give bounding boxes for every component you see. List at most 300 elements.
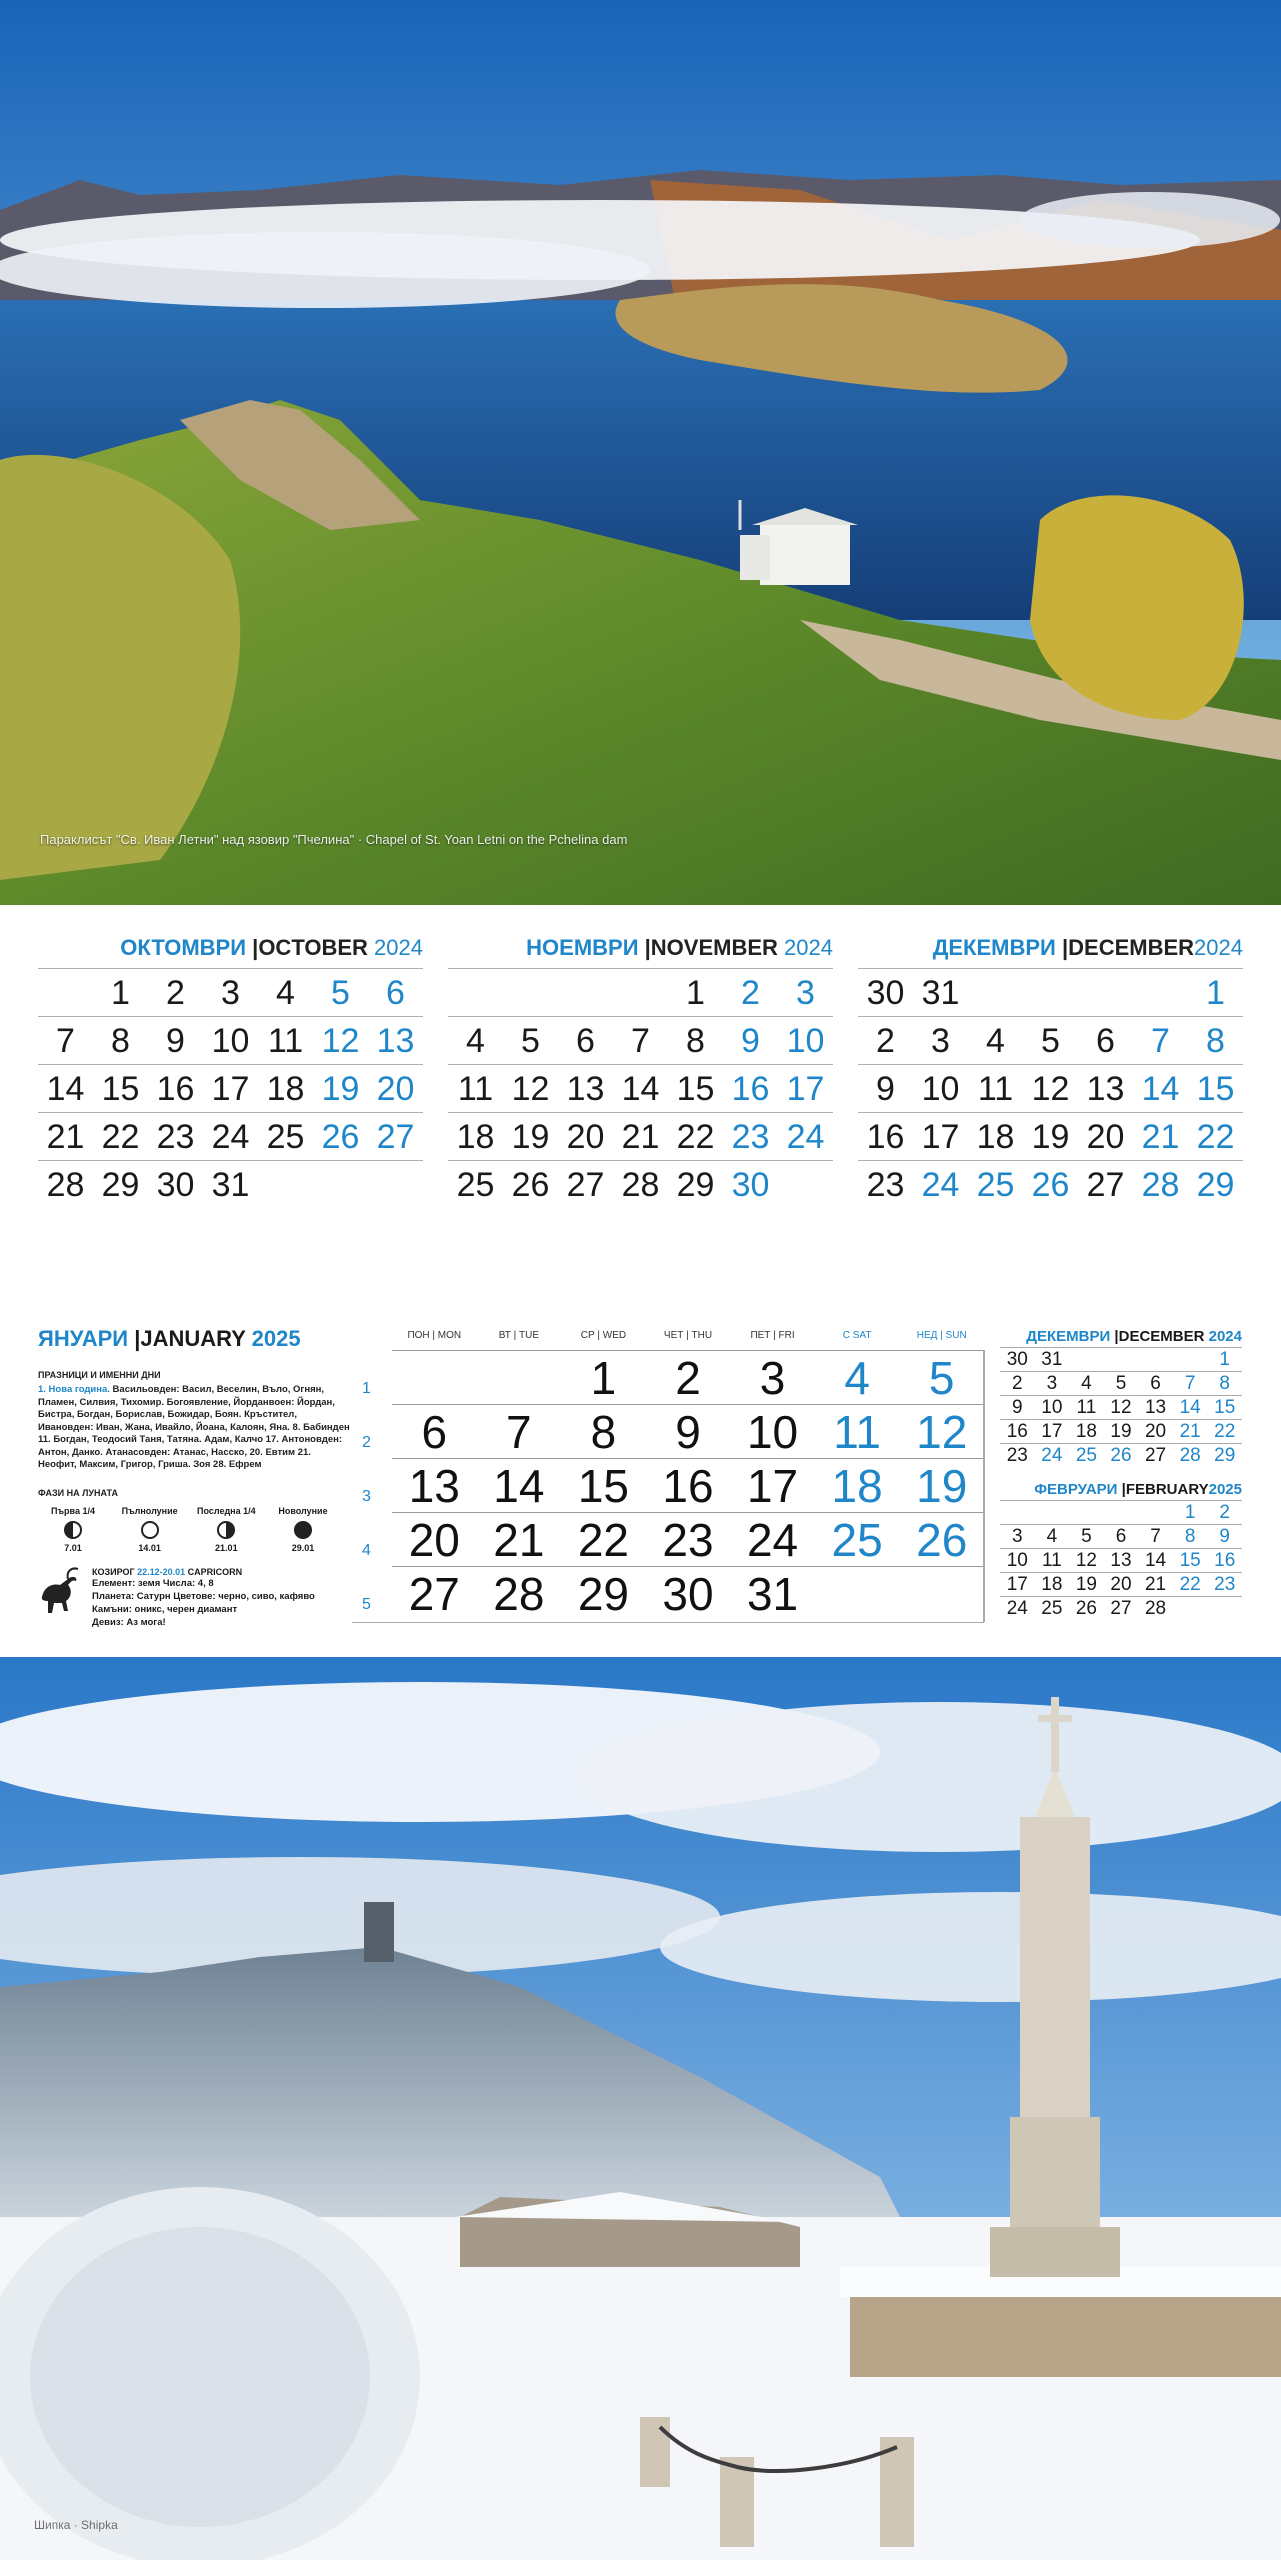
day-cell: 12 xyxy=(1075,1549,1097,1571)
month-year: 2024 xyxy=(1208,1328,1242,1345)
day-cell: 3 xyxy=(759,1352,786,1404)
day-cell: 1 xyxy=(111,974,130,1012)
new-moon-icon xyxy=(294,1521,312,1539)
day-cell: 9 xyxy=(741,1022,760,1060)
january-title xyxy=(38,1326,350,1352)
day-cell: 28 xyxy=(46,1166,85,1204)
day-cell: 24 xyxy=(786,1118,825,1156)
day-cell: 30 xyxy=(866,974,905,1012)
day-cell: 25 xyxy=(266,1118,305,1156)
day-cell: 12 xyxy=(1031,1070,1070,1108)
day-cell: 28 xyxy=(1141,1166,1180,1204)
day-cell: 3 xyxy=(931,1022,950,1060)
day-cell: 7 xyxy=(506,1406,532,1458)
day-cell: 12 xyxy=(1110,1396,1132,1418)
day-cell: 10 xyxy=(746,1406,799,1458)
day-cell: 13 xyxy=(1086,1070,1125,1108)
day-cell: 5 xyxy=(521,1022,540,1060)
day-cell: 31 xyxy=(1041,1348,1063,1370)
day-cell: 21 xyxy=(621,1118,660,1156)
month-title xyxy=(858,928,1243,968)
day-cell: 29 xyxy=(101,1166,140,1204)
day-cell: 22 xyxy=(676,1118,715,1156)
day-cell: 10 xyxy=(921,1070,960,1108)
week-row xyxy=(1000,1444,1242,1468)
day-cell: 1 xyxy=(1219,1348,1230,1370)
day-cell: 4 xyxy=(1046,1525,1058,1547)
day-cell: 25 xyxy=(1041,1598,1063,1619)
weekday-head: НЕД | SUN xyxy=(916,1330,967,1341)
zodiac-dates: 22.12-20.01 xyxy=(137,1566,186,1577)
day-cell: 18 xyxy=(1041,1573,1063,1595)
day-cell: 12 xyxy=(321,1022,360,1060)
top-photo-caption: Параклисът "Св. Иван Летни" над язовир "Пчелина" · Chapel of St. Yoan Letni on the Pchelina dam xyxy=(40,832,628,847)
day-cell: 23 xyxy=(156,1118,195,1156)
holidays-text xyxy=(38,1384,350,1472)
bottom-photo-caption: Шипка · Shipka xyxy=(34,2518,118,2532)
month-name-en: DECEMBER xyxy=(1068,935,1195,960)
day-cell: 5 xyxy=(331,974,350,1012)
last-quarter-moon-icon xyxy=(217,1521,235,1539)
day-cell: 28 xyxy=(1179,1445,1201,1466)
days-grid xyxy=(392,1350,984,1620)
day-cell: 8 xyxy=(1184,1525,1196,1547)
zodiac-motto: Девиз: Аз мога! xyxy=(92,1616,166,1628)
day-cell: 5 xyxy=(928,1352,955,1404)
week-row xyxy=(1000,1573,1242,1597)
week-row xyxy=(858,1065,1243,1113)
day-cell: 16 xyxy=(1214,1549,1236,1571)
day-cell: 11 xyxy=(977,1070,1014,1108)
day-cell: 2 xyxy=(741,974,760,1012)
day-cell: 10 xyxy=(1041,1396,1063,1418)
day-cell: 7 xyxy=(631,1022,650,1060)
capricorn-goat-icon xyxy=(38,1567,82,1617)
day-cell: 17 xyxy=(1006,1573,1028,1595)
day-cell: 7 xyxy=(1150,1525,1161,1547)
day-cell: 30 xyxy=(662,1568,714,1620)
day-cell: 4 xyxy=(844,1352,870,1404)
day-cell: 30 xyxy=(156,1166,195,1204)
weekday-headers xyxy=(392,1330,984,1341)
full-moon-icon xyxy=(141,1521,159,1539)
weekday-head: СР | WED xyxy=(580,1330,627,1341)
day-cell: 9 xyxy=(1219,1525,1230,1547)
day-cell: 23 xyxy=(866,1166,905,1204)
day-cell: 10 xyxy=(1006,1549,1028,1571)
day-cell: 27 xyxy=(376,1118,415,1156)
holidays-title: ПРАЗНИЦИ И ИМЕННИ ДНИ xyxy=(38,1370,161,1380)
day-cell: 3 xyxy=(796,974,815,1012)
week-row xyxy=(392,1458,984,1512)
day-cell: 14 xyxy=(1144,1549,1167,1571)
day-cell: 18 xyxy=(976,1118,1015,1156)
day-cell: 11 xyxy=(1076,1396,1097,1418)
month-title xyxy=(1000,1327,1242,1347)
week-row xyxy=(858,969,1243,1017)
zodiac-name-en: CAPRICORN xyxy=(187,1566,243,1577)
day-cell: 19 xyxy=(916,1460,968,1512)
day-cell: 15 xyxy=(676,1070,715,1108)
week-row xyxy=(38,1065,423,1113)
day-cell: 22 xyxy=(1196,1118,1235,1156)
day-cell: 14 xyxy=(1179,1396,1201,1418)
day-cell: 18 xyxy=(456,1118,495,1156)
day-cell: 1 xyxy=(1184,1501,1196,1523)
day-cell: 11 xyxy=(267,1022,304,1060)
day-cell: 14 xyxy=(493,1460,545,1512)
day-cell: 9 xyxy=(876,1070,895,1108)
day-cell: 29 xyxy=(577,1568,629,1620)
day-cell: 25 xyxy=(831,1514,883,1566)
day-cell: 21 xyxy=(493,1514,545,1566)
week-row xyxy=(1000,1597,1242,1621)
grid-border-bottom xyxy=(352,1622,984,1623)
day-cell: 16 xyxy=(866,1118,905,1156)
day-cell: 3 xyxy=(221,974,240,1012)
day-cell: 12 xyxy=(511,1070,550,1108)
weekday-head: ПОН | MON xyxy=(407,1330,462,1341)
january-info-panel xyxy=(38,1326,350,1629)
holidays-body: Васильовден: Васил, Веселин, Въло, Огнян, Пламен, Силвия, Тихомир. Богоявление, Йорданвоен: Йордан, Бистра, Богдан, Борислав, Божидар, Боян. Кръстител, Ивановден: Иван, Жана, Ивайло, Йоана, Калоян, Яна. 8. Бабинден 11. Богдан, Теодосий Таня, Татяна. Адам, Калчо 17. Антоновден: Антон, Данко. Атанасовден: Атанас, Насско, 20. Евтим 21. Неофит, Максим, Григор, Гриша. Зоя 28. Ефрем xyxy=(38,1384,350,1470)
first-quarter-moon-icon xyxy=(64,1521,82,1539)
month-name-bg: ОКТОМВРИ xyxy=(120,935,247,960)
day-cell: 8 xyxy=(1206,1022,1225,1060)
day-cell: 8 xyxy=(1219,1372,1230,1394)
day-cell: 17 xyxy=(746,1460,799,1512)
week-number: 2 xyxy=(362,1434,371,1451)
day-cell: 19 xyxy=(1075,1573,1097,1595)
day-cell: 29 xyxy=(1196,1166,1235,1204)
day-cell: 25 xyxy=(976,1166,1015,1204)
lake-chapel-illustration xyxy=(0,0,1281,905)
week-row xyxy=(392,1512,984,1566)
day-cell: 15 xyxy=(1179,1549,1201,1571)
day-cell: 4 xyxy=(1081,1372,1092,1394)
zodiac-title xyxy=(92,1567,315,1577)
moon-phase-full xyxy=(115,1506,185,1553)
title-separator: | xyxy=(1114,1328,1119,1345)
title-separator: | xyxy=(252,935,259,960)
day-cell: 2 xyxy=(166,974,185,1012)
january-2025-calendar xyxy=(352,1326,984,1631)
month-name-bg: ЯНУАРИ xyxy=(38,1326,129,1351)
day-cell: 12 xyxy=(916,1406,968,1458)
moon-phases-title: ФАЗИ НА ЛУНАТА xyxy=(38,1487,118,1498)
day-cell: 9 xyxy=(675,1406,701,1458)
day-cell: 7 xyxy=(1151,1022,1170,1060)
moon-phases xyxy=(38,1506,338,1553)
week-row xyxy=(38,969,423,1017)
day-cell: 6 xyxy=(576,1022,595,1060)
day-cell: 8 xyxy=(686,1022,705,1060)
day-cell: 9 xyxy=(1011,1396,1023,1418)
phase-label: Новолуние xyxy=(278,1505,328,1516)
week-row xyxy=(1000,1525,1242,1549)
week-row xyxy=(392,1404,984,1458)
day-cell: 5 xyxy=(1081,1525,1092,1547)
day-cell: 30 xyxy=(731,1166,770,1204)
month-year: 2024 xyxy=(1194,935,1243,960)
day-cell: 26 xyxy=(1075,1598,1097,1619)
day-cell: 5 xyxy=(1041,1022,1060,1060)
day-cell: 21 xyxy=(1144,1573,1167,1595)
day-cell: 14 xyxy=(621,1070,660,1108)
day-cell: 3 xyxy=(1011,1525,1023,1547)
day-cell: 20 xyxy=(1144,1420,1167,1442)
phase-label: Пълнолуние xyxy=(121,1505,178,1516)
day-cell: 19 xyxy=(511,1118,550,1156)
day-cell: 8 xyxy=(111,1022,130,1060)
day-cell: 13 xyxy=(1144,1396,1167,1418)
week-number: 5 xyxy=(362,1596,371,1613)
week-row xyxy=(1000,1549,1242,1573)
month-title xyxy=(38,928,423,968)
day-cell: 24 xyxy=(921,1166,960,1204)
day-cell: 17 xyxy=(1041,1420,1063,1442)
day-cell: 31 xyxy=(211,1166,250,1204)
week-row xyxy=(38,1017,423,1065)
title-separator: | xyxy=(1061,935,1069,960)
phase-date: 29.01 xyxy=(291,1542,315,1553)
day-cell: 20 xyxy=(408,1514,460,1566)
title-separator: | xyxy=(644,935,651,960)
month-name-en: DECEMBER xyxy=(1118,1328,1205,1345)
day-cell: 26 xyxy=(916,1514,968,1566)
day-cell: 26 xyxy=(321,1118,360,1156)
day-cell: 26 xyxy=(511,1166,550,1204)
month-year: 2024 xyxy=(784,935,833,960)
day-cell: 15 xyxy=(101,1070,140,1108)
day-cell: 6 xyxy=(1115,1525,1127,1547)
day-cell: 16 xyxy=(1006,1420,1028,1442)
day-cell: 1 xyxy=(590,1352,617,1404)
phase-date: 14.01 xyxy=(138,1542,161,1553)
day-cell: 10 xyxy=(786,1022,825,1060)
day-cell: 2 xyxy=(876,1022,895,1060)
moon-phase-new xyxy=(268,1506,338,1553)
day-cell: 6 xyxy=(386,974,405,1012)
weekday-head: ПЕТ | FRI xyxy=(750,1330,795,1341)
day-cell: 17 xyxy=(211,1070,250,1108)
month-title xyxy=(448,928,833,968)
bottom-winter-photo xyxy=(0,1657,1281,2560)
day-cell: 13 xyxy=(566,1070,605,1108)
day-cell: 6 xyxy=(1150,1372,1161,1394)
week-row xyxy=(1000,1372,1242,1396)
days-grid xyxy=(858,968,1243,1209)
title-separator: | xyxy=(1121,1481,1126,1498)
title-separator: | xyxy=(134,1326,141,1351)
weekday-head: С SAT xyxy=(842,1330,872,1341)
day-cell: 17 xyxy=(921,1118,960,1156)
weekday-head: ВТ | TUE xyxy=(498,1330,539,1341)
day-cell: 20 xyxy=(1110,1573,1132,1595)
month-name-en: NOVEMBER xyxy=(650,935,778,960)
calendar-october-2024 xyxy=(38,928,423,1209)
week-row xyxy=(392,1566,984,1620)
day-cell: 23 xyxy=(731,1118,770,1156)
day-cell: 19 xyxy=(321,1070,360,1108)
day-cell: 27 xyxy=(1086,1166,1125,1204)
day-cell: 16 xyxy=(662,1460,714,1512)
month-year: 2025 xyxy=(1208,1481,1242,1498)
day-cell: 8 xyxy=(590,1406,617,1458)
day-cell: 22 xyxy=(1179,1573,1201,1595)
day-cell: 18 xyxy=(1075,1420,1097,1442)
day-cell: 11 xyxy=(457,1070,494,1108)
week-row xyxy=(38,1113,423,1161)
week-row xyxy=(448,1161,833,1209)
day-cell: 20 xyxy=(1086,1118,1125,1156)
day-cell: 4 xyxy=(986,1022,1005,1060)
zodiac-block xyxy=(38,1567,350,1629)
day-cell: 11 xyxy=(1041,1549,1062,1571)
day-cell: 7 xyxy=(1184,1372,1196,1394)
calendar-november-2024 xyxy=(448,928,833,1209)
day-cell: 2 xyxy=(1011,1372,1023,1394)
day-cell: 6 xyxy=(421,1406,448,1458)
day-cell: 18 xyxy=(266,1070,305,1108)
side-calendar-february-2025 xyxy=(1000,1480,1242,1621)
days-grid xyxy=(38,968,423,1209)
month-year: 2025 xyxy=(251,1326,301,1351)
day-cell: 20 xyxy=(376,1070,415,1108)
day-cell: 28 xyxy=(1144,1598,1167,1619)
week-row xyxy=(1000,1348,1242,1372)
day-cell: 16 xyxy=(731,1070,770,1108)
phase-date: 7.01 xyxy=(64,1542,82,1553)
day-cell: 29 xyxy=(1214,1445,1236,1466)
phase-date: 21.01 xyxy=(215,1542,238,1553)
day-cell: 19 xyxy=(1110,1420,1132,1442)
day-cell: 25 xyxy=(1075,1445,1097,1466)
phase-label: Първа 1/4 xyxy=(51,1505,95,1516)
day-cell: 16 xyxy=(156,1070,195,1108)
holiday-new-year: 1. Нова година. xyxy=(38,1384,110,1395)
month-year: 2024 xyxy=(374,935,423,960)
day-cell: 13 xyxy=(408,1460,460,1512)
day-cell: 23 xyxy=(1214,1573,1236,1595)
month-name-bg: НОЕМВРИ xyxy=(526,935,639,960)
week-number: 3 xyxy=(362,1488,371,1505)
week-row xyxy=(448,969,833,1017)
zodiac-stones: Камъни: оникс, черен диамант xyxy=(92,1603,238,1615)
month-name-en: JANUARY xyxy=(140,1326,246,1351)
day-cell: 24 xyxy=(1041,1445,1063,1466)
day-cell: 10 xyxy=(211,1022,250,1060)
moon-phase-first-quarter xyxy=(38,1506,108,1553)
day-cell: 22 xyxy=(577,1514,629,1566)
day-cell: 17 xyxy=(786,1070,825,1108)
day-cell: 1 xyxy=(1206,974,1225,1012)
day-cell: 26 xyxy=(1110,1445,1132,1466)
day-cell: 4 xyxy=(466,1022,485,1060)
day-cell: 15 xyxy=(1196,1070,1235,1108)
day-cell: 2 xyxy=(675,1352,701,1404)
day-cell: 22 xyxy=(1214,1420,1236,1442)
day-cell: 13 xyxy=(1110,1549,1132,1571)
week-row xyxy=(858,1017,1243,1065)
month-name-bg: ДЕКЕМВРИ xyxy=(1026,1328,1111,1345)
day-cell: 27 xyxy=(408,1568,460,1620)
day-cell: 21 xyxy=(1179,1420,1201,1442)
week-row xyxy=(392,1350,984,1404)
day-cell: 27 xyxy=(1144,1445,1167,1466)
day-cell: 7 xyxy=(56,1022,75,1060)
day-cell: 27 xyxy=(566,1166,605,1204)
day-cell: 13 xyxy=(376,1022,415,1060)
day-cell: 18 xyxy=(831,1460,883,1512)
week-row xyxy=(448,1065,833,1113)
side-calendar-december-2024 xyxy=(1000,1327,1242,1468)
day-cell: 25 xyxy=(456,1166,495,1204)
day-cell: 22 xyxy=(101,1118,140,1156)
day-cell: 3 xyxy=(1046,1372,1058,1394)
day-cell: 11 xyxy=(833,1406,882,1458)
day-cell: 15 xyxy=(577,1460,629,1512)
top-landscape-photo xyxy=(0,0,1281,905)
day-cell: 15 xyxy=(1214,1396,1236,1418)
week-row xyxy=(858,1161,1243,1209)
day-cell: 9 xyxy=(166,1022,185,1060)
weekday-head: ЧЕТ | THU xyxy=(663,1330,713,1341)
day-cell: 24 xyxy=(1006,1598,1028,1619)
day-cell: 19 xyxy=(1031,1118,1070,1156)
day-cell: 21 xyxy=(1141,1118,1180,1156)
zodiac-planet: Планета: Сатурн Цветове: черно, сиво, кафяво xyxy=(92,1590,315,1602)
zodiac-name-bg: КОЗИРОГ xyxy=(92,1566,135,1577)
week-row xyxy=(1000,1420,1242,1444)
day-cell: 14 xyxy=(46,1070,85,1108)
day-cell: 26 xyxy=(1031,1166,1070,1204)
week-row xyxy=(1000,1396,1242,1420)
month-name-bg: ДЕКЕМВРИ xyxy=(932,935,1056,960)
week-row xyxy=(448,1017,833,1065)
week-row xyxy=(448,1113,833,1161)
day-cell: 6 xyxy=(1096,1022,1115,1060)
day-cell: 5 xyxy=(1115,1372,1127,1394)
shipka-monument-illustration xyxy=(0,1657,1281,2560)
day-cell: 1 xyxy=(686,974,705,1012)
days-grid xyxy=(1000,1347,1242,1468)
week-row xyxy=(1000,1501,1242,1525)
day-cell: 31 xyxy=(921,974,960,1012)
days-grid xyxy=(1000,1500,1242,1621)
week-row xyxy=(38,1161,423,1209)
week-number: 1 xyxy=(362,1380,371,1397)
day-cell: 30 xyxy=(1006,1348,1028,1370)
days-grid xyxy=(448,968,833,1209)
day-cell: 23 xyxy=(662,1514,714,1566)
month-name-en: OCTOBER xyxy=(258,935,368,960)
month-title xyxy=(1000,1480,1242,1500)
day-cell: 27 xyxy=(1110,1598,1132,1619)
month-name-bg: ФЕВРУАРИ xyxy=(1034,1481,1118,1498)
day-cell: 23 xyxy=(1006,1445,1028,1466)
moon-phase-last-quarter xyxy=(191,1506,261,1553)
day-cell: 2 xyxy=(1219,1501,1230,1523)
day-cell: 4 xyxy=(276,974,295,1012)
week-number: 4 xyxy=(362,1542,371,1559)
day-cell: 24 xyxy=(746,1514,799,1566)
zodiac-element: Елемент: земя Числа: 4, 8 xyxy=(92,1577,214,1589)
day-cell: 24 xyxy=(211,1118,250,1156)
day-cell: 21 xyxy=(46,1118,85,1156)
calendar-december-2024 xyxy=(858,928,1243,1209)
grid-border-right xyxy=(983,1350,985,1622)
day-cell: 31 xyxy=(746,1568,799,1620)
